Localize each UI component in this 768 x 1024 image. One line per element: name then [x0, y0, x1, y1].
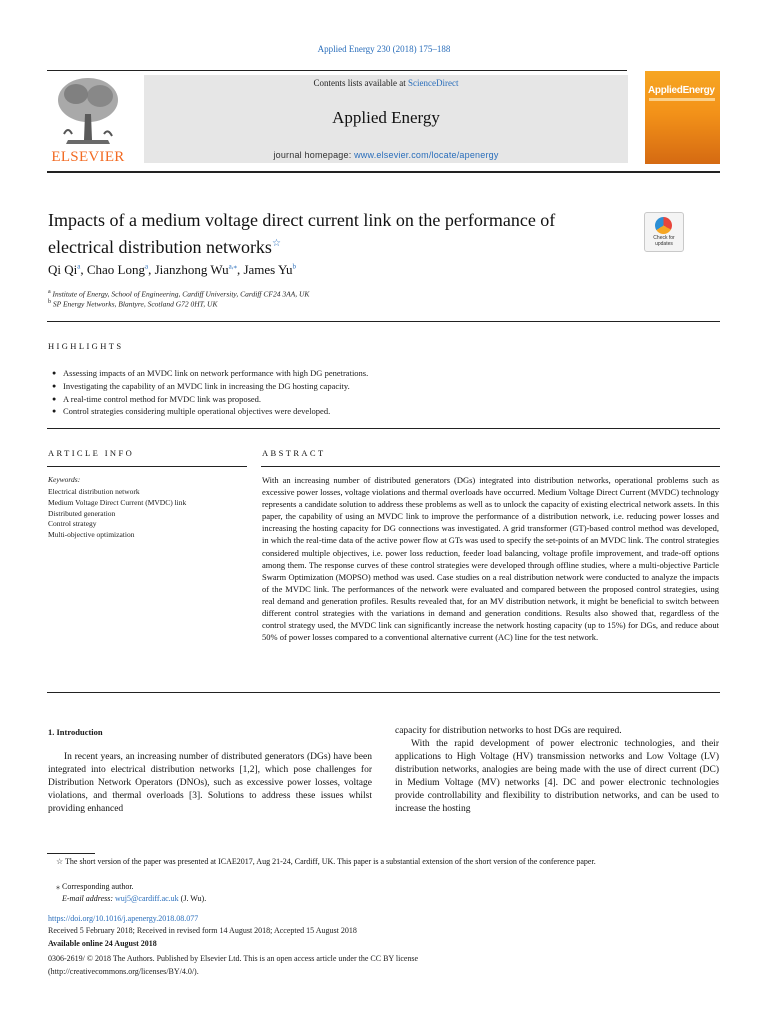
article-info-heading: ARTICLE INFO	[48, 448, 135, 458]
keywords-list	[48, 487, 186, 541]
highlight-item: ● A real-time control method for MVDC link was proposed.	[52, 393, 712, 406]
header-divider	[47, 70, 627, 71]
divider	[261, 466, 720, 467]
email-suffix: (J. Wu).	[178, 894, 207, 903]
highlights-list	[52, 367, 712, 418]
author-affiliation-mark[interactable]: b	[292, 262, 296, 271]
journal-name: Applied Energy	[332, 108, 440, 127]
keywords-label: Keywords:	[48, 475, 81, 484]
sciencedirect-link[interactable]: ScienceDirect	[408, 78, 459, 88]
title-footnote-mark[interactable]: ☆	[271, 238, 281, 249]
cover-title: AppliedEnergy	[648, 85, 715, 96]
author-affiliation-mark[interactable]: a	[145, 262, 149, 271]
article-title-text: Impacts of a medium voltage direct current link on the performance of electrical distribution networks	[48, 210, 556, 257]
highlight-item: ● Control strategies considering multiple operational objectives were developed.	[52, 405, 712, 418]
footnote-rule	[47, 853, 95, 854]
introduction-paragraph-right: With the rapid development of power electronic technologies, and their applications to High Voltage (HV) transmission networks and Low Voltage (LV) distribution networks, analogies are being made with the use of direct current (DC) in Medium Voltage (MV) networks [4]. DC and power electronic technologies provide controllability and flexibility to distribution networks, and can be used to increase the hosting	[395, 739, 719, 815]
contents-prefix: Contents lists available at	[313, 78, 408, 88]
header-bottom-rule	[47, 171, 720, 173]
keyword-item: Control strategy	[48, 519, 97, 529]
keyword-item: Electrical distribution network	[48, 487, 140, 496]
keyword-item: Multi-objective optimization	[48, 530, 135, 540]
elsevier-wordmark: ELSEVIER	[51, 149, 125, 165]
footnote-email	[62, 893, 734, 906]
email-label: E-mail address:	[62, 894, 116, 903]
journal-reference-link[interactable]: Applied Energy 230 (2018) 175–188	[317, 44, 451, 54]
article-title	[48, 208, 623, 259]
footnote-star: ☆ The short version of the paper was presented at ICAE2017, Aug 21-24, Cardiff, UK. This paper is a substantial extension of the short version of the conference paper.	[56, 857, 596, 866]
divider	[47, 466, 247, 467]
keyword-item: Medium Voltage Direct Current (MVDC) link	[48, 497, 187, 507]
article-dates: Received 5 February 2018; Received in revised form 14 August 2018; Accepted 15 August 2018	[48, 926, 357, 935]
divider	[47, 321, 720, 322]
author-affiliation-mark[interactable]: a,⁎	[228, 262, 237, 271]
introduction-paragraph-left: In recent years, an increasing number of distributed generators (DGs) have been integrated into electrical distribution networks [1,2], which pose challenges for Distribution Network Operators (DNOs), such as excessive power losses, voltage violations, and thermal overloads [3]. Solutions to address these issues whilst providing enhanced	[48, 752, 372, 815]
divider	[47, 692, 720, 693]
check-for-updates-badge[interactable]	[644, 212, 684, 252]
affiliation-text: Institute of Energy, School of Engineering, Cardiff University, Cardiff CF24 3AA, UK	[52, 289, 310, 299]
homepage-prefix: journal homepage:	[273, 150, 355, 160]
doi-link[interactable]: https://doi.org/10.1016/j.apenergy.2018.08.077	[48, 914, 199, 923]
highlights-heading: HIGHLIGHTS	[48, 341, 124, 351]
elsevier-logo	[48, 74, 128, 166]
online-date: Available online 24 August 2018	[48, 939, 157, 948]
divider	[47, 428, 720, 429]
affiliation-b	[48, 299, 217, 309]
author-name: James Yu	[243, 262, 293, 277]
affiliation-mark: b	[48, 299, 51, 305]
author-name: Chao Long	[86, 262, 145, 277]
author-list: Qi Qi$^a$, Chao Long$^a$, Jianzhong $Wu^{a,⁎}$, James Yu$^b$	[48, 262, 296, 277]
check-updates-label: Check for updates	[653, 235, 675, 247]
highlight-item: ● Investigating the capability of an MVDC link in increasing the DG hosting capacity.	[52, 380, 712, 393]
journal-cover-thumbnail[interactable]	[645, 71, 720, 164]
email-link[interactable]: wuj5@cardiff.ac.uk	[115, 894, 179, 903]
keyword-item: Distributed generation	[48, 508, 116, 518]
introduction-paragraph-right-continued: capacity for distribution networks to host DGs are required.	[395, 726, 622, 736]
tree-of-knowledge-icon	[48, 74, 128, 148]
author-name: Qi Qi	[48, 262, 78, 277]
journal-homepage	[144, 150, 628, 160]
section-heading-introduction: 1. Introduction	[48, 727, 103, 737]
affiliation-mark: a	[48, 289, 51, 295]
contents-availability	[144, 78, 628, 88]
affiliation-a	[48, 289, 309, 299]
cover-subtitle-bar	[649, 98, 715, 101]
footnote-corresponding: ⁎ Corresponding author.	[56, 882, 134, 891]
license-notice: 0306-2619/ © 2018 The Authors. Published by Elsevier Ltd. This is an open access article under the CC BY license (http://creativecommons.org/licenses/BY/4.0/).	[48, 954, 419, 976]
highlight-item: ● Assessing impacts of an MVDC link on network performance with high DG penetrations.	[52, 367, 712, 380]
author-name: Jianzhong Wu	[154, 262, 229, 277]
homepage-link[interactable]: www.elsevier.com/locate/apenergy	[354, 150, 499, 160]
author-affiliation-mark[interactable]: a	[77, 262, 81, 271]
abstract-heading: ABSTRACT	[262, 448, 326, 458]
check-updates-icon	[655, 217, 672, 234]
affiliation-text: SP Energy Networks, Blantyre, Scotland G72 0HT, UK	[52, 299, 218, 309]
abstract-text: With an increasing number of distributed generators (DGs) integrated into distribution networks, operational problems such as excessive power losses, voltage violations and thermal overloads have occurred. Medium Voltage Direct Current (MVDC) technology represents a candidate solution to address these problems as well as to unlock the capacity of existing electrical network assets. In this paper, the capability of using an MVDC link to improve the performance of a distribution network, i.e. reducing power losses and increasing the hosting capacity for DG connections was investigated. A grid transformer (GT)-based control method was developed, in which the real-time data of the active power flow at GTs was used to specify the set-points of an MVDC link. The control strategies considered multiple objectives, i.e. power loss reduction, feeder load balancing, voltage profile improvement, and trade-off options among them. The response curves of these control strategies were developed through offline studies, where a multi-objective Particle Swarm Optimization (MOPSO) method was used. Case studies on a real distribution network were conducted to analyze the impacts of the MVDC link. The performances of the network were evaluated and compared between the proposed control strategies, using real demand and generation profiles. Results revealed that, for an MV distribution network, it might be beneficial to switch between different control strategies with the variations in demand and generation conditions. Results also showed that, regardless of the control strategy used, the MVDC link can significantly increase the network hosting capacity (up to 15%) for DGs, and reduce about 50% of power losses compared to a conventional alternative current (AC) line for the test network.	[262, 475, 719, 643]
